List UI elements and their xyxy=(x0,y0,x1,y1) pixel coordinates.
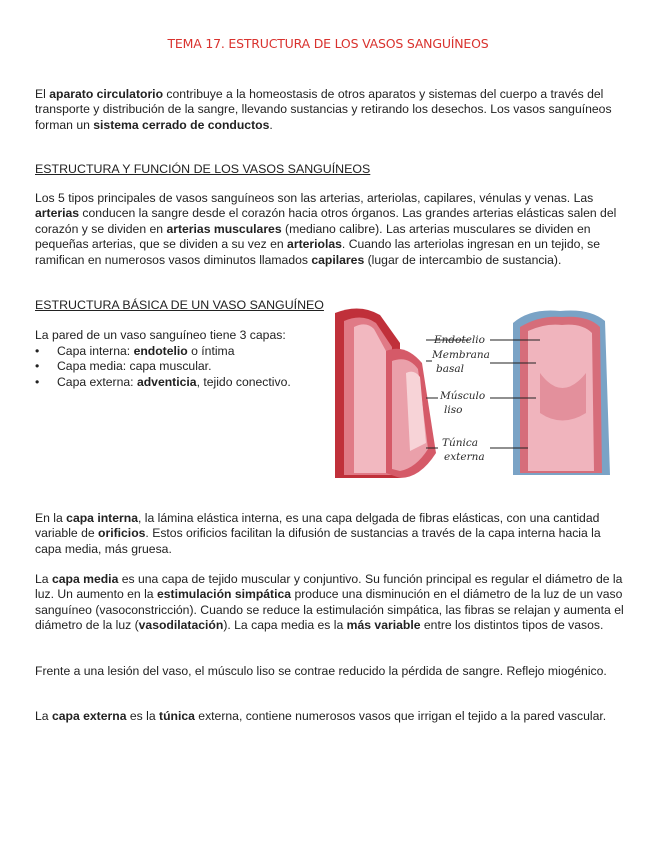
interna-paragraph: En la capa interna, la lámina elástica interna, es una capa delgada de fibras elásticas, con una cantidad variable de orificios. Estos orificios facilitan la difusión de sustancias a través de la capa interna hacia la capa media, más gruesa. xyxy=(35,511,601,556)
label-liso: liso xyxy=(444,404,463,416)
layer-item-media: • Capa media: capa muscular. xyxy=(35,359,325,374)
layer-item-interna: • Capa interna: endotelio o íntima xyxy=(35,344,325,359)
lesion-paragraph: Frente a una lesión del vaso, el músculo liso se contrae reducido la pérdida de sangre. Reflejo miogénico. xyxy=(35,664,607,678)
intro-paragraph: El aparato circulatorio contribuye a la homeostasis de otros aparatos y sistemas del cuerpo a través del transporte y distribución de la sangre, llevando sustancias y retirando los desechos. Los vasos sanguíneos forman un sistema cerrado de conductos. xyxy=(35,87,612,132)
function-paragraph: Los 5 tipos principales de vasos sanguíneos son las arterias, arteriolas, capilares, vénulas y venas. Las arterias conducen la sangre desde el corazón hacia otros órganos. Las grandes arterias elásticas salen del corazón y se dividen en arterias musculares (mediano calibre). Las arterias musculares se dividen en pequeñas arterias, que se dividen a su vez en arteriolas. Cuando las arteriolas ingresan en un tejido, se ramifican en numerosos vasos diminutos llamados capilares (lugar de intercambio de sustancia). xyxy=(35,191,617,267)
label-basal: basal xyxy=(436,363,464,375)
section-heading-structure: ESTRUCTURA BÁSICA DE UN VASO SANGUÍNEO xyxy=(35,298,324,312)
externa-paragraph: La capa externa es la túnica externa, contiene numerosos vasos que irrigan el tejido a la pared vascular. xyxy=(35,709,607,723)
label-endotelio: Endotelio xyxy=(434,334,485,346)
layer-item-externa: • Capa externa: adventicia, tejido conectivo. xyxy=(35,375,325,390)
label-membrana: Membrana xyxy=(432,349,490,361)
media-paragraph: La capa media es una capa de tejido muscular y conjuntivo. Su función principal es regular el diámetro de la luz. Un aumento en la estimulación simpática produce una disminución en el diámetro de la luz de un vaso sanguíneo (vasoconstricción). Cuando se reduce la estimulación simpática, las fibras se relajan y aumenta el diámetro de la luz (vasodilatación). La capa media es la más variable entre los distintos tipos de vasos. xyxy=(35,572,624,633)
layers-list xyxy=(35,344,325,390)
document-title: TEMA 17. ESTRUCTURA DE LOS VASOS SANGUÍNEOS xyxy=(167,36,489,51)
section-heading-function: ESTRUCTURA Y FUNCIÓN DE LOS VASOS SANGUÍNEOS xyxy=(35,162,371,176)
blood-vessel-illustration xyxy=(330,303,640,483)
layers-intro: La pared de un vaso sanguíneo tiene 3 capas: xyxy=(35,328,286,342)
label-musculo: Músculo xyxy=(440,390,486,402)
label-externa: externa xyxy=(444,451,485,463)
label-tunica: Túnica xyxy=(442,437,479,449)
